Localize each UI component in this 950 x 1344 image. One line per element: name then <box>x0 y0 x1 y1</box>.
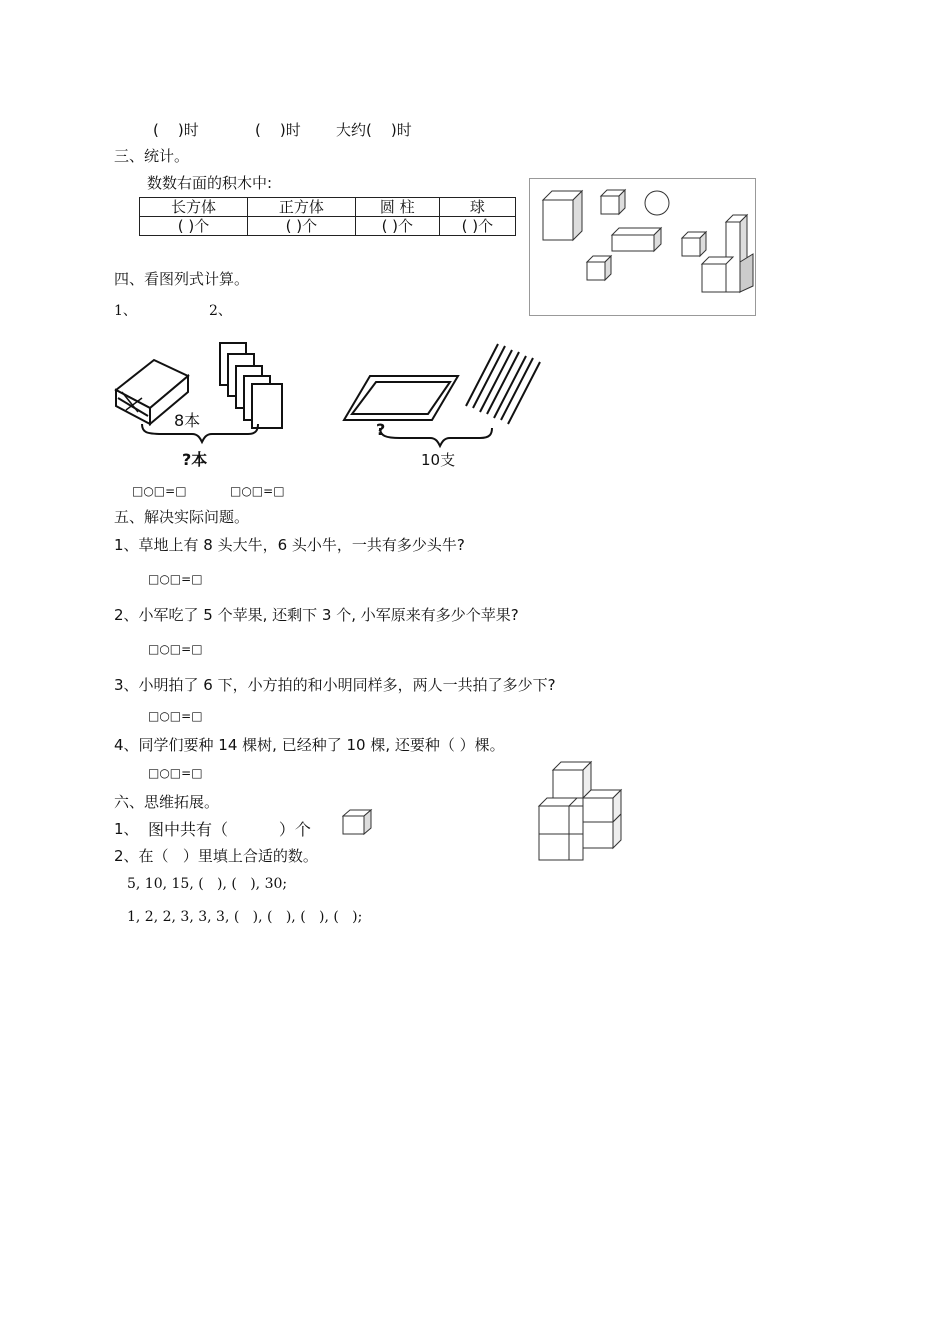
pencils-total-label: 10支 <box>421 451 456 469</box>
time-blank-2: ( )时 <box>255 121 301 139</box>
stats-table <box>139 197 516 236</box>
section3-title: 三、统计。 <box>114 147 190 165</box>
time-blank-1: ( )时 <box>153 121 199 139</box>
stats-answer-cuboid[interactable]: ( )个 <box>140 217 248 236</box>
small-cube-icon <box>342 808 374 836</box>
sequence-2: 1, 2, 2, 3, 3, 3, ( ), ( ), ( ), ( ); <box>127 909 363 925</box>
problem-1-text: 1、草地上有 8 头大牛，6 头小牛，一共有多少头牛? <box>114 536 465 554</box>
problem-1-equation[interactable]: □○□=□ <box>148 572 203 586</box>
problem-3-text: 3、小明拍了 6 下，小方拍的和小明同样多，两人一共拍了多少下? <box>114 676 556 694</box>
stats-answer-row <box>140 217 516 236</box>
problem-4-text: 4、同学们要种 14 棵树, 已经种了 10 棵, 还要种（ ）棵。 <box>114 736 505 754</box>
pencils-unknown-label: ? <box>376 420 386 439</box>
problem-4-equation[interactable]: □○□=□ <box>148 766 203 780</box>
books-count-label: 8本 <box>174 411 201 430</box>
blocks-illustration <box>529 178 756 316</box>
stats-header-row <box>140 198 516 217</box>
stats-header-sphere: 球 <box>439 198 515 217</box>
pencils-illustration <box>340 340 545 455</box>
stats-header-cuboid: 长方体 <box>140 198 248 217</box>
section3-instruction: 数数右面的积木中: <box>147 174 273 192</box>
section4-equation-1[interactable]: □○□=□ <box>132 484 187 498</box>
time-blank-3: 大约( )时 <box>336 121 412 139</box>
problem-3-equation[interactable]: □○□=□ <box>148 709 203 723</box>
q2-text: 2、在（ ）里填上合适的数。 <box>114 847 318 865</box>
sequence-1: 5, 10, 15, ( ), ( ), 30; <box>127 876 288 892</box>
section5-title: 五、解决实际问题。 <box>114 508 250 526</box>
section4-label-1: 1、 <box>114 303 137 319</box>
stats-answer-cylinder[interactable]: ( )个 <box>355 217 439 236</box>
stats-answer-cube[interactable]: ( )个 <box>247 217 355 236</box>
stacked-cubes-illustration <box>537 760 625 862</box>
section4-title: 四、看图列式计算。 <box>114 270 250 288</box>
problem-2-equation[interactable]: □○□=□ <box>148 642 203 656</box>
section6-title: 六、思维拓展。 <box>114 793 220 811</box>
q1-text: 图中共有（ ）个 <box>148 820 311 839</box>
stats-answer-sphere[interactable]: ( )个 <box>439 217 515 236</box>
section4-equation-2[interactable]: □○□=□ <box>230 484 285 498</box>
section4-label-2: 2、 <box>209 303 232 319</box>
books-total-label: ?本 <box>182 450 208 469</box>
problem-2-text: 2、小军吃了 5 个苹果, 还剩下 3 个, 小军原来有多少个苹果? <box>114 606 519 624</box>
stats-header-cube: 正方体 <box>247 198 355 217</box>
stats-header-cylinder: 圆 柱 <box>355 198 439 217</box>
q1-prefix: 1、 <box>114 820 139 838</box>
